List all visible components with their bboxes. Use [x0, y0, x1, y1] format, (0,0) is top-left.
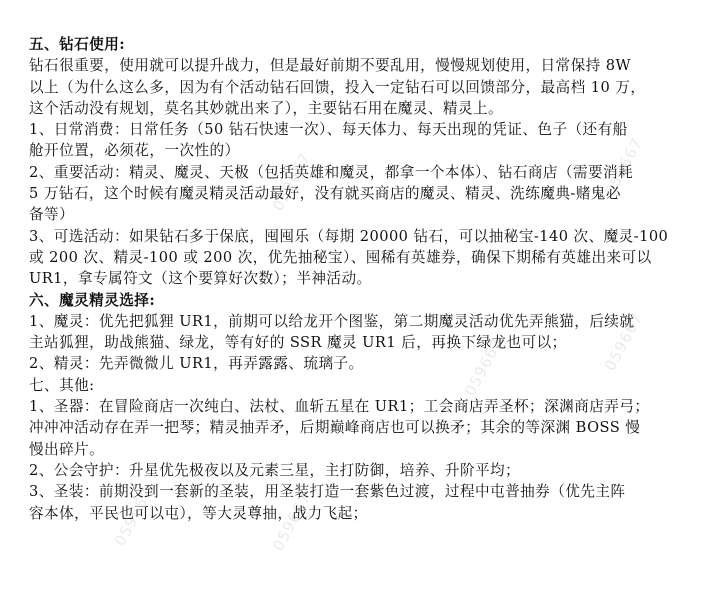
watermark: 059667 — [460, 334, 507, 399]
paragraph-line: 或 200 次、精灵-100 或 200 次，优先抽秘宝）、囤稀有英雄券，确保下期稀有英雄出来可以 — [29, 248, 652, 266]
paragraph-line: 主站狐狸，助战熊猫、绿龙，等有好的 SSR 魔灵 UR1 后，再换下绿龙也可以； — [29, 334, 567, 352]
watermark: 059667 — [600, 134, 647, 199]
watermark: 059667 — [268, 489, 315, 554]
paragraph-line: 容本体，平民也可以屯），等大灵尊抽，战力飞起； — [29, 504, 368, 522]
section-heading-spirit-choice: 六、魔灵精灵选择: — [29, 291, 156, 309]
paragraph-line: 冲冲冲活动存在弄一把琴；精灵抽弄矛，后期巅峰商店也可以换矛；其余的等深渊 BOSS 慢 — [29, 419, 641, 437]
watermark: 059667 — [110, 484, 157, 549]
paragraph-line: 3、可选活动：如果钻石多于保底，囤囤乐（每期 20000 钻石，可以抽秘宝-140 次、魔灵-100 — [29, 227, 669, 245]
paragraph-line: 舱开位置，必须花，一次性的） — [29, 142, 240, 160]
paragraph-line: 慢出碎片。 — [29, 440, 105, 458]
paragraph-line: 2、公会守护：升星优先极夜以及元素三星，主打防御，培养、升阶平均； — [29, 461, 521, 479]
paragraph-line: UR1，拿专属符文（这个要算好次数）；半神活动。 — [29, 270, 372, 288]
paragraph-line: 备等） — [29, 206, 75, 224]
paragraph-line: 5 万钻石，这个时候有魔灵精灵活动最好，没有就买商店的魔灵、精灵、洗练魔典-赌鬼必 — [29, 185, 621, 203]
paragraph-line: 1、魔灵：优先把狐狸 UR1，前期可以给龙开个图鉴，第二期魔灵活动优先弄熊猫，后续就 — [29, 312, 635, 330]
watermark: 059667 — [268, 149, 315, 214]
paragraph-line: 2、精灵：先弄微微儿 UR1，再弄露露、琉璃子。 — [29, 355, 364, 373]
section-heading-other: 七、其他: — [29, 376, 95, 394]
paragraph-line: 钻石很重要，使用就可以提升战力，但是最好前期不要乱用，慢慢规划使用，日常保持 8W — [29, 57, 631, 75]
paragraph-line: 以上（为什么这么多，因为有个活动钻石回馈，投入一定钻石可以回馈部分，最高档 10 万， — [29, 78, 646, 96]
section-heading-diamond-usage: 五、钻石使用: — [29, 36, 126, 53]
paragraph-line: 1、圣器：在冒险商店一次纯白、法杖、血斩五星在 UR1；工会商店弄圣杯；深渊商店弄弓； — [29, 398, 650, 416]
paragraph-line: 3、圣装：前期没到一套新的圣装，用圣装打造一套紫色过渡，过程中屯普抽券（优先主阵 — [29, 483, 626, 501]
paragraph-line: 1、日常消费：日常任务（50 钻石快速一次）、每天体力、每天出现的凭证、色子（还有船 — [29, 121, 628, 139]
watermark: 059667 — [600, 309, 647, 374]
paragraph-line: 2、重要活动：精灵、魔灵、天极（包括英雄和魔灵，都拿一个本体）、钻石商店（需要消耗 — [29, 163, 634, 181]
paragraph-line: 这个活动没有规划，莫名其妙就出来了），主要钻石用在魔灵、精灵上。 — [29, 99, 504, 117]
